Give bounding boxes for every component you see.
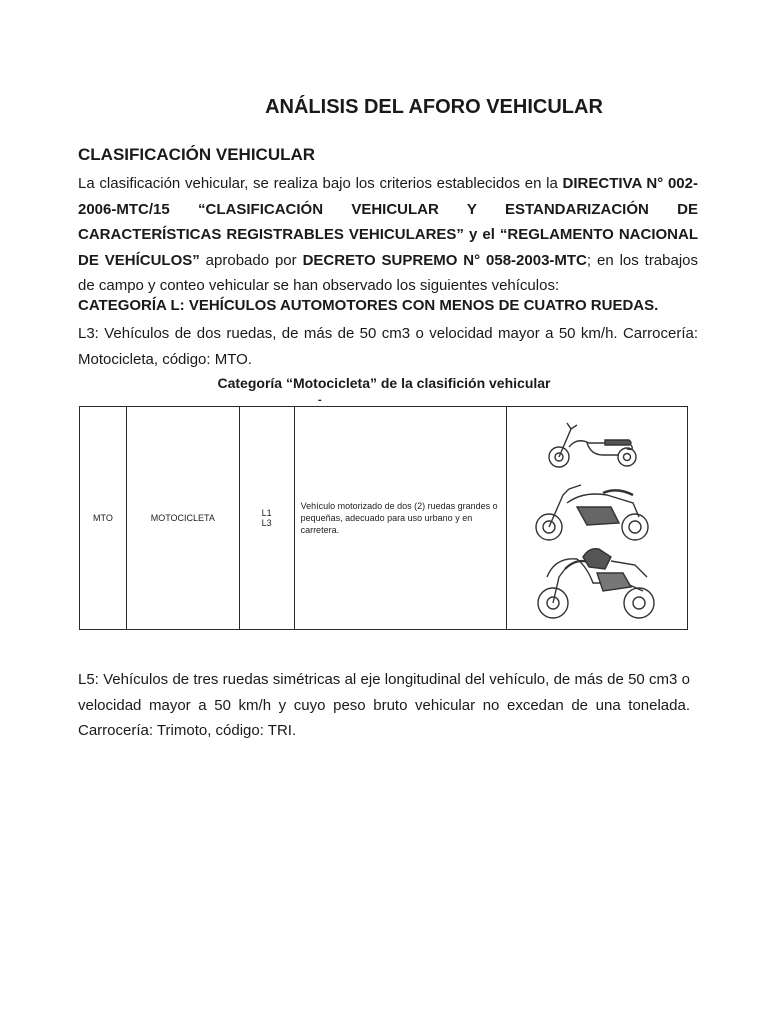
scooter-icon (549, 423, 636, 467)
para1-directive-ref: DIRECTIVA N° 002-2006-MTC/15 “CLASIFICACIÓN VEHICULAR Y ESTANDARIZACIÓN DE CARACTERÍSTICAS REGISTRABLES VEHICULARES” y el “REGLAMENTO NACIONAL DE VEHÍCULOS” (78, 175, 698, 269)
vehicle-name-cell: MOTOCICLETA (126, 407, 239, 630)
para1-text-1: La clasificación vehicular, se realiza bajo los criterios establecidos en la (78, 175, 563, 192)
category-l3: L3 (261, 518, 272, 528)
caption-mark: - (318, 394, 322, 406)
motorcycle-icon (536, 485, 648, 540)
paragraph-l3: L3: Vehículos de dos ruedas, de más de 50 cm3 o velocidad mayor a 50 km/h. Carrocería: Motocicleta, código: MTO. (78, 325, 698, 368)
table-caption: Categoría “Motocicleta” de la clasifición vehicular (217, 375, 551, 391)
motorcycle-illustrations (507, 407, 687, 627)
paragraph-classification (78, 171, 698, 299)
vehicle-image-cell (506, 407, 687, 630)
para1-text-2: aprobado por (199, 251, 303, 269)
vehicle-description-cell: Vehículo motorizado de dos (2) ruedas grandes o pequeñas, adecuado para uso urbano y en carretera. (294, 407, 506, 630)
sport-motorcycle-icon (538, 549, 654, 618)
vehicle-code-cell: MTO (80, 407, 127, 630)
page-title: ANÁLISIS DEL AFORO VEHICULAR (265, 96, 603, 118)
vehicle-category-cell (239, 407, 294, 630)
section-heading: CLASIFICACIÓN VEHICULAR (78, 145, 316, 164)
para1-decree-ref: DECRETO SUPREMO N° 058-2003-MTC (302, 251, 587, 269)
category-l1: L1 (261, 508, 272, 518)
table-row (80, 407, 688, 630)
classification-table (79, 406, 688, 630)
para1-text-3: ; en los trabajos de campo y conteo vehicular se han observado los siguientes vehículos: (78, 251, 699, 294)
category-heading: CATEGORÍA L: VEHÍCULOS AUTOMOTORES CON MENOS DE CUATRO RUEDAS. (78, 297, 659, 314)
paragraph-l5: L5: Vehículos de tres ruedas simétricas al eje longitudinal del vehículo, de más de 50 cm3 o velocidad mayor a 50 km/h y cuyo peso bruto vehicular no excedan de una tonelada. Carrocería: Trimoto, código: TRI. (78, 671, 690, 739)
